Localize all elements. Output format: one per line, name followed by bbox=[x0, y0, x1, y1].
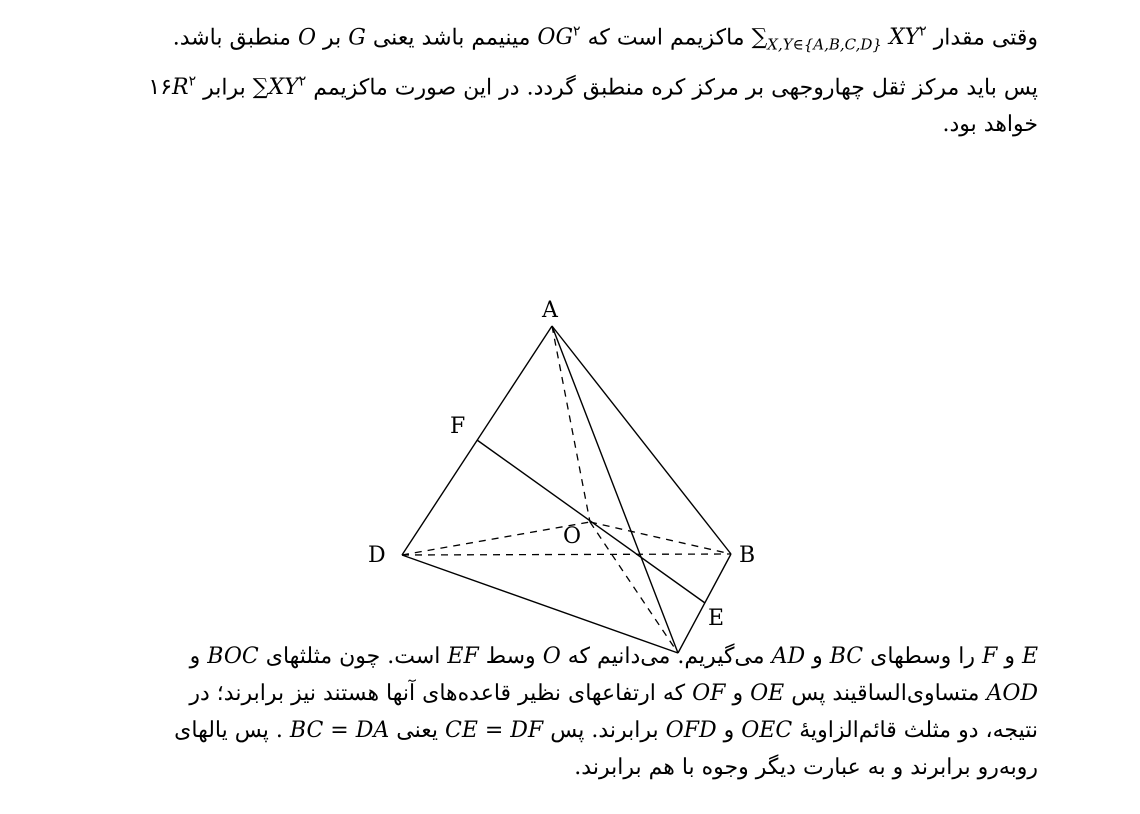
edge-ac bbox=[552, 326, 678, 653]
text-segment: ماکزیمم است که bbox=[587, 25, 745, 51]
math-ofd: OFD bbox=[665, 718, 717, 743]
label-d: D bbox=[368, 543, 386, 568]
math-oe: OE bbox=[750, 681, 785, 706]
math-e: E bbox=[1021, 644, 1038, 669]
segment-fe bbox=[477, 440, 705, 603]
text-segment: . پس یالهای bbox=[174, 718, 283, 743]
math-og-squared: $OG^۲$ bbox=[537, 24, 581, 51]
math-ad: AD bbox=[771, 644, 806, 669]
math-f: F bbox=[982, 644, 998, 669]
text-segment: است. چون مثلثهای bbox=[265, 644, 441, 669]
text-segment: برابرند. پس bbox=[550, 718, 659, 743]
edge-db-hidden bbox=[402, 554, 731, 555]
text-segment: مینیمم باشد یعنی bbox=[372, 25, 531, 51]
math-oec: OEC bbox=[741, 718, 793, 743]
math-o: O bbox=[542, 644, 561, 669]
math-bc: BC bbox=[829, 644, 864, 669]
paragraph-1-line-3: خواهد بود. bbox=[942, 112, 1038, 138]
text-segment: متساوی‌الساقیند پس bbox=[791, 681, 980, 706]
text-segment: یعنی bbox=[396, 718, 438, 743]
text-segment: نتیجه، دو مثلث قائم‌الزاویهٔ bbox=[799, 718, 1038, 743]
paragraph-1-line-1 bbox=[80, 14, 1038, 64]
text-segment: بر bbox=[323, 25, 342, 51]
text-segment: را وسطهای bbox=[870, 644, 976, 669]
text-segment: و bbox=[189, 644, 201, 669]
paragraph-2-line-3 bbox=[80, 712, 1038, 749]
math-sum: $\sum_{X,Y\in\{A,B,C,D\}}$ bbox=[751, 25, 882, 54]
text-segment: که ارتفاعهای نظیر قاعده‌های آنها هستند نیز برابرند؛ در bbox=[189, 681, 686, 706]
segment-do-hidden bbox=[402, 522, 590, 555]
math-sum-xy-squared: $\sum XY^۲$ bbox=[252, 73, 307, 101]
segment-ao-hidden bbox=[552, 326, 590, 522]
math-ce-eq-df: CE = DF bbox=[444, 718, 544, 743]
math-bc-eq-da: BC = DA bbox=[289, 718, 390, 743]
paragraph-2-line-2 bbox=[80, 675, 1038, 712]
segment-oc-hidden bbox=[590, 522, 678, 653]
text-segment: وسط bbox=[485, 644, 536, 669]
text-segment: منطبق باشد. bbox=[172, 25, 291, 51]
tetrahedron-figure bbox=[360, 290, 780, 670]
paragraph-2-line-1 bbox=[80, 638, 1038, 675]
paragraph-2-line-4: روبه‌رو برابرند و به عبارت دیگر وجوه با هم برابرند. bbox=[574, 755, 1038, 780]
paragraph-1-line-2 bbox=[80, 64, 1038, 106]
paragraph-2 bbox=[80, 638, 1038, 786]
text-segment: و bbox=[812, 644, 823, 669]
text-segment: و bbox=[1004, 644, 1015, 669]
edge-ab bbox=[552, 326, 731, 554]
label-o: O bbox=[563, 524, 582, 549]
text-segment: پس باید مرکز ثقل چهاروجهی بر مرکز کره منطبق گردد. در این صورت ماکزیمم bbox=[313, 75, 1038, 101]
math-ef: EF bbox=[447, 644, 479, 669]
math-aod: AOD bbox=[986, 681, 1038, 706]
paragraph-1 bbox=[80, 14, 1038, 143]
math-boc: BOC bbox=[207, 644, 259, 669]
math-xy-squared: $XY^۲$ bbox=[888, 24, 927, 51]
text-segment: وقتی مقدار bbox=[933, 25, 1038, 51]
text-segment: برابر bbox=[203, 75, 246, 101]
math-16r-squared: $۱۶R^۲$ bbox=[148, 73, 197, 101]
text-segment: و bbox=[732, 681, 744, 706]
text-segment: و bbox=[723, 718, 735, 743]
label-b: B bbox=[739, 543, 756, 568]
math-g: G bbox=[348, 25, 366, 51]
label-a: A bbox=[542, 298, 558, 323]
text-segment: می‌گیریم. می‌دانیم که bbox=[567, 644, 765, 669]
math-o: O bbox=[297, 25, 316, 51]
math-of: OF bbox=[692, 681, 726, 706]
label-e: E bbox=[708, 606, 725, 631]
label-f: F bbox=[450, 414, 466, 439]
